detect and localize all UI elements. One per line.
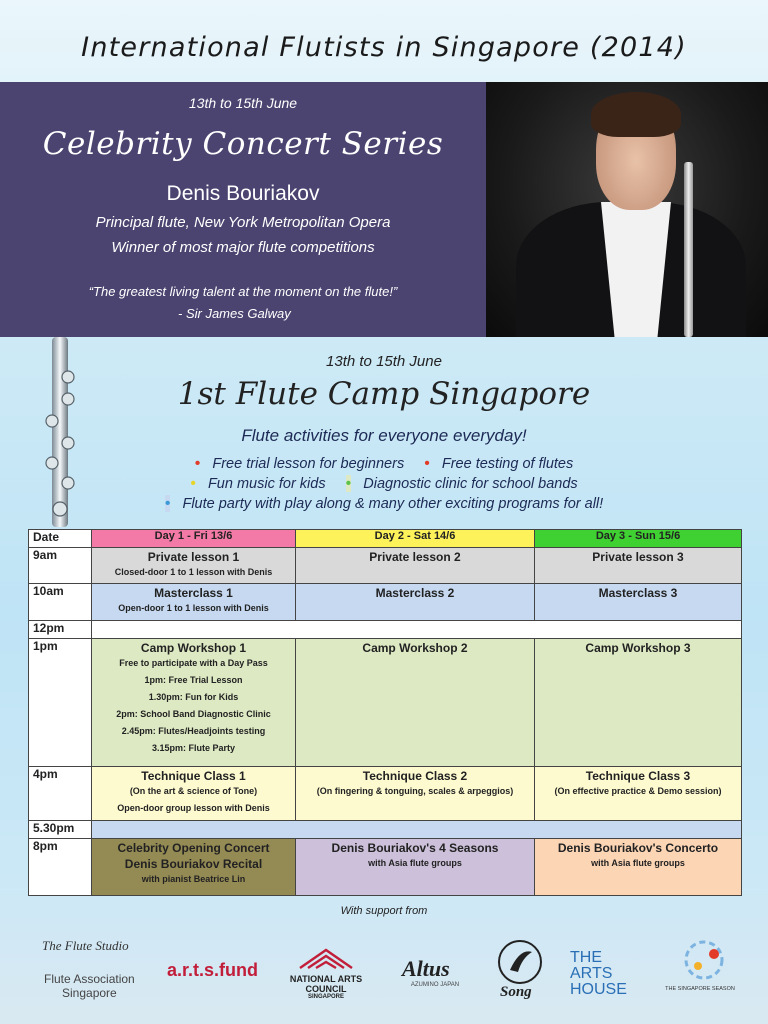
- time-cell: 5.30pm: [29, 821, 92, 839]
- session-cell: [296, 639, 535, 767]
- time-cell: 8pm: [29, 839, 92, 896]
- concert-series-title: Celebrity Concert Series: [42, 126, 444, 162]
- session-title: Camp Workshop 1: [140, 641, 247, 655]
- header-day-3: Day 3 - Sun 15/6: [535, 530, 742, 548]
- session-cell: [296, 584, 535, 621]
- session-cell: [92, 767, 296, 821]
- artist-role: Principal flute, New York Metropolitan Opera: [95, 214, 391, 231]
- session-note: 3.15pm: Flute Party: [151, 743, 236, 753]
- session-title: Masterclass 3: [598, 586, 678, 600]
- singapore-season-logo: THE SINGAPORE SEASON: [665, 986, 735, 992]
- flute-association-name: Flute Association: [44, 972, 135, 986]
- time-cell: 12pm: [29, 621, 92, 639]
- singapore-season-emblem-icon: [676, 938, 732, 982]
- header-date: Date: [29, 530, 92, 548]
- session-title: Camp Workshop 3: [585, 641, 691, 655]
- session-cell: [535, 839, 742, 896]
- bullet-icon: •: [190, 475, 196, 492]
- session-note: 1pm: Free Trial Lesson: [144, 675, 243, 685]
- altus-sub: AZUMINO JAPAN: [410, 982, 460, 988]
- camp-subtitle: Flute activities for everyone everyday!: [241, 426, 527, 445]
- artist-photo: [486, 82, 768, 337]
- session-title: Technique Class 3: [585, 769, 691, 783]
- table-row: [29, 621, 742, 639]
- session-note: 1.30pm: Fun for Kids: [148, 692, 239, 702]
- artist-award: Winner of most major flute competitions: [111, 239, 375, 256]
- session-note: with pianist Beatrice Lin: [141, 874, 246, 884]
- break-cell: [92, 821, 742, 839]
- table-row: [29, 767, 742, 821]
- page-title: International Flutists in Singapore (2014): [81, 32, 687, 63]
- sponsor-logos: [0, 928, 768, 1024]
- session-note: 2.45pm: Flutes/Headjoints testing: [121, 726, 266, 736]
- camp-title: 1st Flute Camp Singapore: [177, 376, 591, 412]
- table-row: [29, 639, 742, 767]
- time-cell: 9am: [29, 548, 92, 584]
- list-item: Free trial lesson for beginners: [212, 456, 405, 472]
- session-title: Denis Bouriakov's Concerto: [557, 841, 719, 855]
- session-title: Camp Workshop 2: [362, 641, 468, 655]
- bullet-icon: •: [164, 495, 171, 512]
- session-note: (On the art & science of Tone): [129, 786, 258, 796]
- arts-fund-logo: a.r.t.s.fund: [167, 960, 259, 980]
- session-note: Open-door 1 to 1 lesson with Denis: [118, 603, 269, 613]
- schedule-table: [28, 529, 742, 896]
- time-cell: 10am: [29, 584, 92, 621]
- session-cell: [92, 639, 296, 767]
- session-cell: [296, 767, 535, 821]
- session-cell: [535, 584, 742, 621]
- session-note: (On fingering & tonguing, scales & arpeggios): [316, 786, 514, 796]
- session-cell: [92, 548, 296, 584]
- time-cell: 4pm: [29, 767, 92, 821]
- nac-country: SINGAPORE: [307, 994, 344, 1000]
- break-cell: [92, 621, 742, 639]
- session-cell: [92, 839, 296, 896]
- altus-logo: Altus: [402, 956, 450, 981]
- session-title: Denis Bouriakov's 4 Seasons: [331, 841, 499, 855]
- session-title: Celebrity Opening Concert: [117, 841, 270, 855]
- bullet-icon: •: [345, 475, 352, 492]
- session-title: Private lesson 3: [592, 550, 684, 564]
- header-day-1: Day 1 - Fri 13/6: [92, 530, 296, 548]
- header-day-2: Day 2 - Sat 14/6: [296, 530, 535, 548]
- song-emblem-icon: [496, 938, 544, 986]
- quote-attribution: - Sir James Galway: [178, 306, 291, 321]
- session-note: Closed-door 1 to 1 lesson with Denis: [114, 567, 273, 577]
- nac-emblem-icon: [296, 948, 356, 970]
- list-item: Free testing of flutes: [441, 456, 574, 472]
- session-note: 2pm: School Band Diagnostic Clinic: [116, 709, 271, 719]
- table-row: [29, 584, 742, 621]
- session-note: (On effective practice & Demo session): [554, 786, 722, 796]
- concert-dates: 13th to 15th June: [188, 95, 298, 111]
- time-cell: 1pm: [29, 639, 92, 767]
- nac-logo: [270, 974, 382, 1000]
- session-title: Masterclass 1: [154, 586, 233, 600]
- session-cell: [535, 639, 742, 767]
- session-cell: [92, 584, 296, 621]
- session-note: with Asia flute groups: [591, 858, 685, 868]
- bullet-icon: •: [194, 455, 201, 472]
- camp-dates: 13th to 15th June: [326, 353, 442, 370]
- list-item: Diagnostic clinic for school bands: [363, 476, 578, 492]
- session-cell: [535, 548, 742, 584]
- session-note: with Asia flute groups: [368, 858, 462, 868]
- concert-banner: [0, 82, 486, 337]
- session-cell: [535, 767, 742, 821]
- table-header-row: [29, 530, 742, 548]
- list-item: Fun music for kids: [207, 476, 326, 492]
- session-title: Technique Class 2: [362, 769, 468, 783]
- artist-name: Denis Bouriakov: [166, 182, 320, 205]
- song-logo: Song: [500, 984, 532, 1000]
- support-label: With support from: [340, 905, 428, 917]
- session-title: Masterclass 2: [375, 586, 455, 600]
- flute-studio-logo: The Flute Studio: [42, 938, 129, 953]
- table-row: [29, 548, 742, 584]
- session-cell: [296, 839, 535, 896]
- session-title: Technique Class 1: [141, 769, 246, 783]
- flute-association-logo: [44, 972, 135, 1000]
- table-row: [29, 839, 742, 896]
- artist-quote: “The greatest living talent at the moment on the flute!”: [88, 284, 398, 299]
- session-cell: [296, 548, 535, 584]
- flute-association-country: Singapore: [62, 986, 117, 1000]
- bullet-icon: •: [424, 455, 430, 472]
- table-row: [29, 821, 742, 839]
- session-title: Denis Bouriakov Recital: [124, 857, 263, 871]
- session-title: Private lesson 2: [369, 550, 461, 564]
- camp-activities-list: [0, 454, 768, 514]
- arts-house-logo: THE ARTS HOUSE: [570, 949, 627, 998]
- session-note: Open-door group lesson with Denis: [117, 803, 270, 813]
- list-item: Flute party with play along & many other exciting programs for all!: [182, 496, 604, 512]
- nac-name: NATIONAL ARTS COUNCIL: [289, 974, 363, 994]
- session-title: Private lesson 1: [147, 550, 240, 564]
- session-note: Free to participate with a Day Pass: [119, 658, 268, 668]
